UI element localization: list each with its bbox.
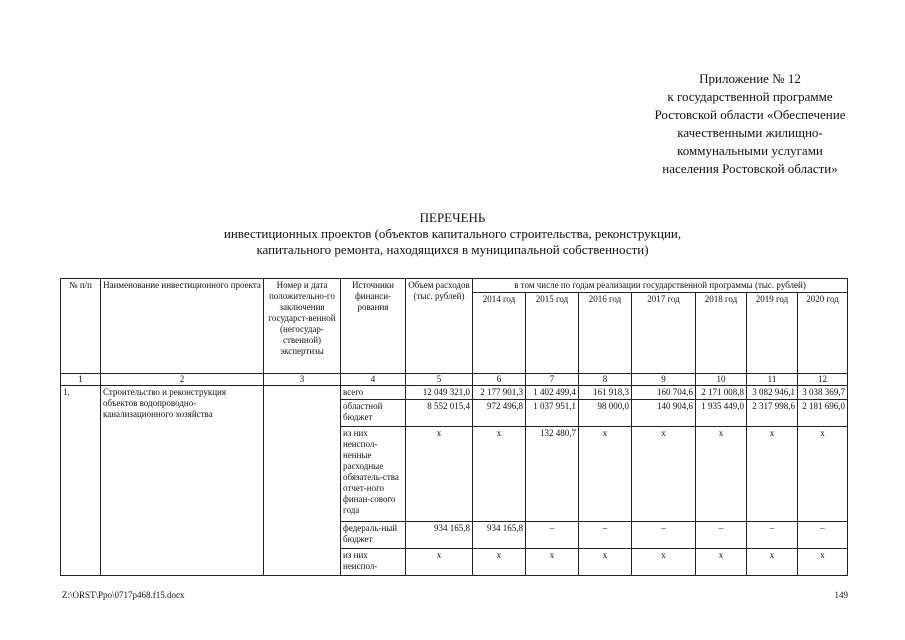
header-year: 2014 год: [473, 293, 526, 374]
header-year: 2017 год: [632, 293, 696, 374]
year-cell: х: [579, 549, 632, 576]
year-cell: 934 165,8: [473, 522, 526, 549]
appendix-line: коммунальными услугами: [677, 143, 823, 158]
year-cell: х: [632, 549, 696, 576]
source-cell: областной бюджет: [341, 400, 406, 427]
appendix-line: Приложение № 12: [699, 71, 801, 86]
year-cell: х: [632, 427, 696, 522]
column-number: 12: [798, 374, 848, 386]
appendix-line: качественными жилищно-: [677, 125, 823, 140]
column-numbers-row: [61, 374, 848, 386]
appendix-header: [600, 70, 900, 178]
year-cell: 132 480,7: [526, 427, 579, 522]
appendix-line: населения Ростовской области»: [662, 161, 838, 176]
year-cell: х: [526, 549, 579, 576]
volume-cell: 934 165,8: [406, 522, 473, 549]
column-number: 3: [264, 374, 341, 386]
year-cell: 160 704,6: [632, 386, 696, 400]
column-number: 2: [101, 374, 264, 386]
header-year: 2018 год: [696, 293, 747, 374]
title-heading: ПЕРЕЧЕНЬ: [419, 210, 486, 225]
year-cell: 3 082 946,1: [747, 386, 798, 400]
header-num: № п/п: [61, 279, 101, 374]
header-year: 2016 год: [579, 293, 632, 374]
project-name: Строительство и реконструкция объектов водопроводно-канализационного хозяйства: [101, 386, 264, 576]
year-cell: 1 037 951,1: [526, 400, 579, 427]
year-cell: –: [632, 522, 696, 549]
year-cell: –: [696, 522, 747, 549]
projects-table: [60, 278, 848, 576]
column-number: 10: [696, 374, 747, 386]
year-cell: 972 496,8: [473, 400, 526, 427]
volume-cell: х: [406, 549, 473, 576]
volume-cell: 12 049 321,0: [406, 386, 473, 400]
column-number: 11: [747, 374, 798, 386]
column-number: 7: [526, 374, 579, 386]
source-cell: всего: [341, 386, 406, 400]
year-cell: х: [747, 427, 798, 522]
volume-cell: х: [406, 427, 473, 522]
year-cell: х: [747, 549, 798, 576]
year-cell: –: [579, 522, 632, 549]
year-cell: –: [798, 522, 848, 549]
appendix-line: к государственной программе: [667, 89, 833, 104]
header-sources: Источники финанси-рования: [341, 279, 406, 374]
year-cell: х: [579, 427, 632, 522]
column-number: 9: [632, 374, 696, 386]
header-name: Наименование инвестиционного проекта: [101, 279, 264, 374]
document-title: [0, 210, 905, 258]
header-row: [61, 279, 848, 293]
table-row: [61, 386, 848, 400]
project-conclusion: [264, 386, 341, 576]
year-cell: х: [798, 427, 848, 522]
column-number: 5: [406, 374, 473, 386]
column-number: 1: [61, 374, 101, 386]
year-cell: х: [473, 427, 526, 522]
column-number: 8: [579, 374, 632, 386]
year-cell: 3 038 369,7: [798, 386, 848, 400]
column-number: 6: [473, 374, 526, 386]
footer-page-number: 149: [834, 590, 848, 600]
header-year: 2019 год: [747, 293, 798, 374]
year-cell: 161 918,3: [579, 386, 632, 400]
source-cell: из них неиспол-ненные расходные обязатель-ства отчет-ного финан-сового года: [341, 427, 406, 522]
source-cell: федераль-ный бюджет: [341, 522, 406, 549]
year-cell: –: [526, 522, 579, 549]
year-cell: 1 402 499,4: [526, 386, 579, 400]
year-cell: 2 177 901,3: [473, 386, 526, 400]
year-cell: 140 904,6: [632, 400, 696, 427]
title-line: капитального ремонта, находящихся в муниципальной собственности): [256, 242, 649, 257]
year-cell: 2 171 008,8: [696, 386, 747, 400]
header-year: 2020 год: [798, 293, 848, 374]
year-cell: х: [473, 549, 526, 576]
appendix-line: Ростовской области «Обеспечение: [654, 107, 846, 122]
year-cell: х: [696, 427, 747, 522]
volume-cell: 8 552 015,4: [406, 400, 473, 427]
year-cell: 1 935 449,0: [696, 400, 747, 427]
project-num: 1.: [61, 386, 101, 576]
source-cell: из них неиспол-: [341, 549, 406, 576]
header-by-year: в том числе по годам реализации государственной программы (тыс. рублей): [473, 279, 848, 293]
year-cell: х: [696, 549, 747, 576]
column-number: 4: [341, 374, 406, 386]
year-cell: 98 000,0: [579, 400, 632, 427]
title-line: инвестиционных проектов (объектов капитального строительства, реконструкции,: [223, 226, 682, 241]
year-cell: х: [798, 549, 848, 576]
header-year: 2015 год: [526, 293, 579, 374]
year-cell: 2 181 696,0: [798, 400, 848, 427]
header-volume: Объем расходов (тыс. рублей): [406, 279, 473, 374]
header-conclusion: Номер и дата положительно-го заключения государст-венной (негосудар-ственной) экспертизы: [264, 279, 341, 374]
footer-file-path: Z:\ORST\Ppo\0717p468.f15.docx: [62, 590, 185, 600]
year-cell: 2 317 998,6: [747, 400, 798, 427]
year-cell: –: [747, 522, 798, 549]
